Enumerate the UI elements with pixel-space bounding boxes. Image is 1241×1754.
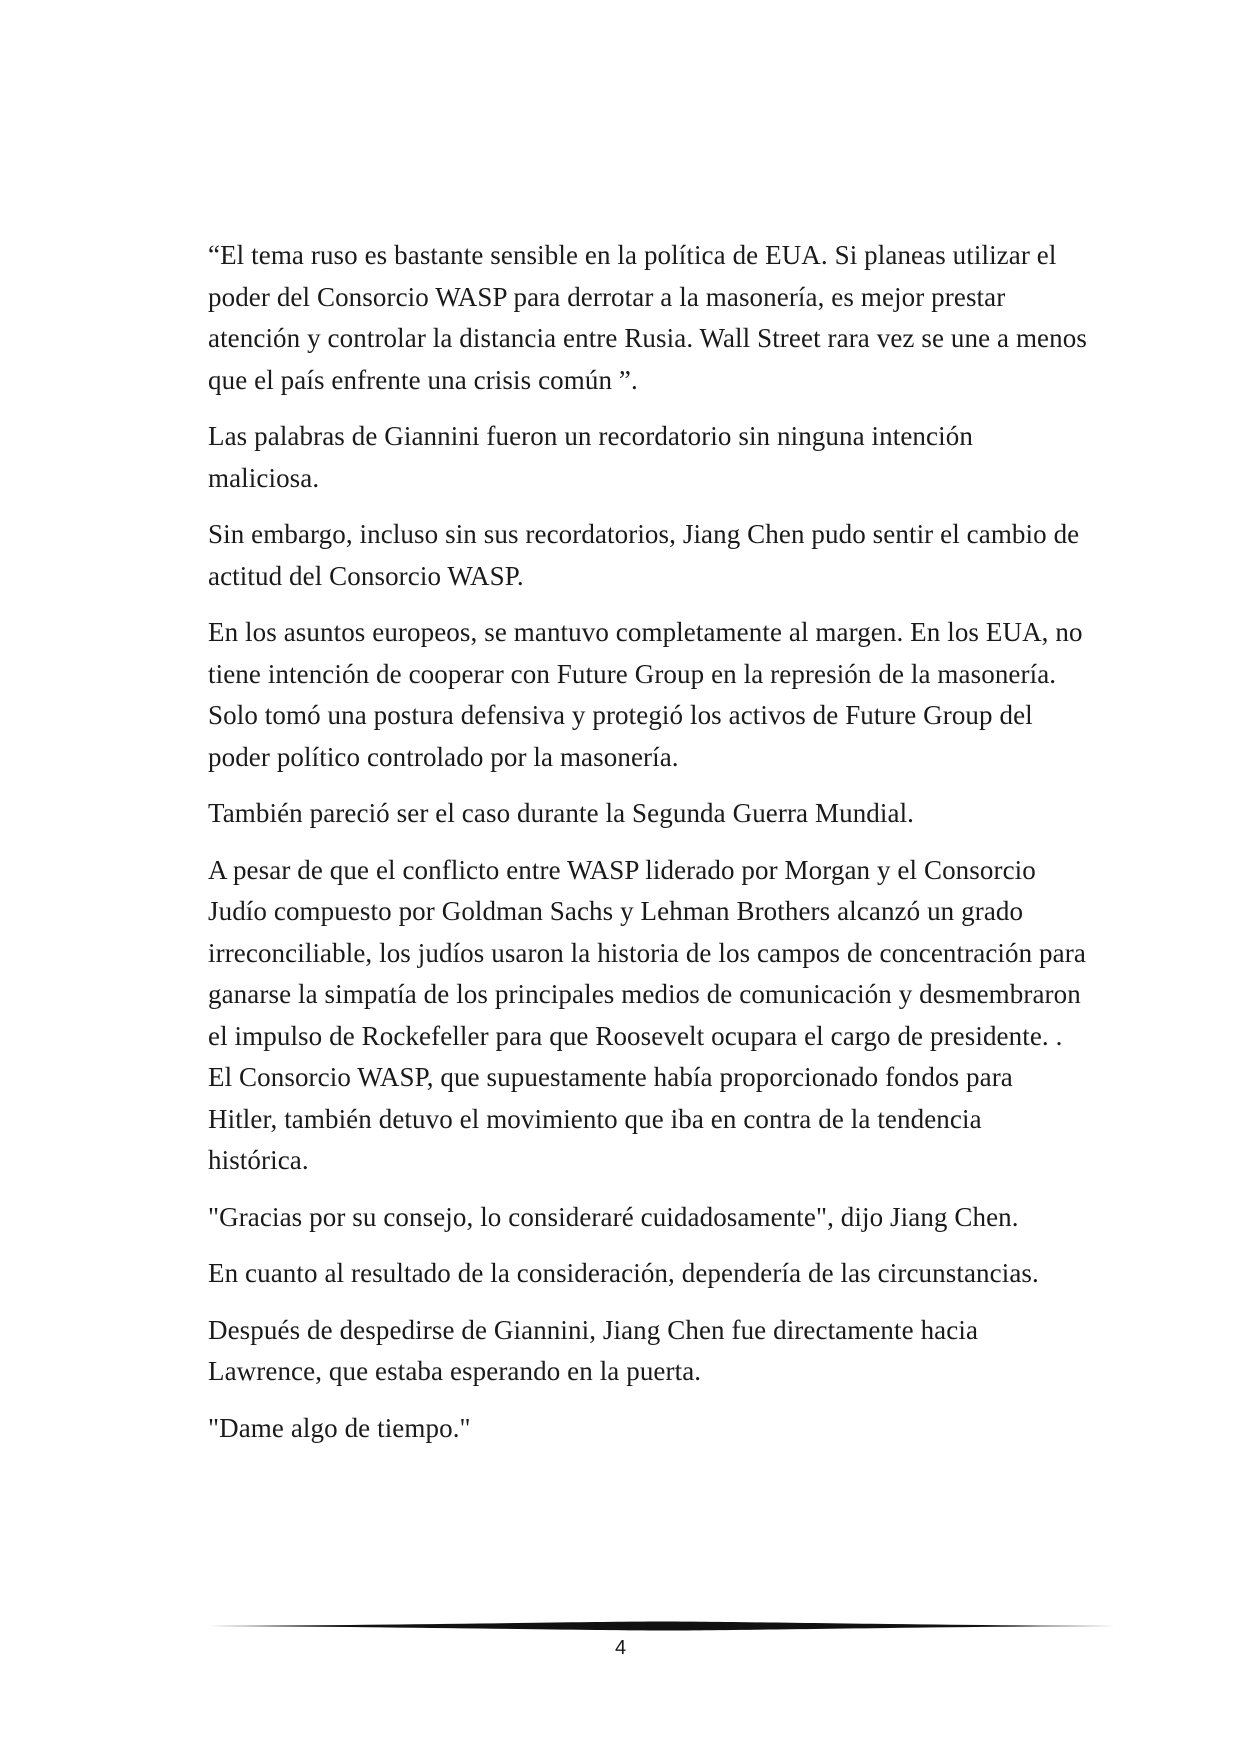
- paragraph-4: En los asuntos europeos, se mantuvo completamente al margen. En los EUA, no tiene intención de cooperar con Future Group en la represión de la masonería. Solo tomó una postura defensiva y protegió los activos de Future Group del poder político controlado por la masonería.: [208, 617, 1083, 772]
- paragraph-3: Sin embargo, incluso sin sus recordatorios, Jiang Chen pudo sentir el cambio de actitud del Consorcio WASP.: [208, 519, 1080, 591]
- paragraph-8: En cuanto al resultado de la consideración, dependería de las circunstancias.: [208, 1258, 1039, 1288]
- page-number: 4: [614, 1637, 627, 1659]
- body-text: [208, 235, 1088, 1464]
- footer-divider: [208, 1620, 1116, 1632]
- paragraph-6: A pesar de que el conflicto entre WASP liderado por Morgan y el Consorcio Judío compuesto por Goldman Sachs y Lehman Brothers alcanzó un grado irreconciliable, los judíos usaron la historia de los campos de concentración para ganarse la simpatía de los principales medios de comunicación y desmembraron el impulso de Rockefeller para que Roosevelt ocupara el cargo de presidente. . El Consorcio WASP, que supuestamente había proporcionado fondos para Hitler, también detuvo el movimiento que iba en contra de la tendencia histórica.: [208, 854, 1086, 1175]
- paragraph-9: Después de despedirse de Giannini, Jiang Chen fue directamente hacia Lawrence, que estaba esperando en la puerta.: [208, 1314, 979, 1386]
- paragraph-7: "Gracias por su consejo, lo consideraré cuidadosamente", dijo Jiang Chen.: [208, 1201, 1019, 1232]
- paragraph-10: "Dame algo de tiempo.": [208, 1412, 471, 1443]
- paragraph-2: Las palabras de Giannini fueron un recordatorio sin ninguna intención maliciosa.: [208, 421, 973, 493]
- paragraph-5: También pareció ser el caso durante la Segunda Guerra Mundial.: [208, 798, 915, 828]
- paragraph-1: “El tema ruso es bastante sensible en la política de EUA. Si planeas utilizar el poder del Consorcio WASP para derrotar a la masonería, es mejor prestar atención y controlar la distancia entre Rusia. Wall Street rara vez se une a menos que el país enfrente una crisis común ”.: [208, 240, 1087, 395]
